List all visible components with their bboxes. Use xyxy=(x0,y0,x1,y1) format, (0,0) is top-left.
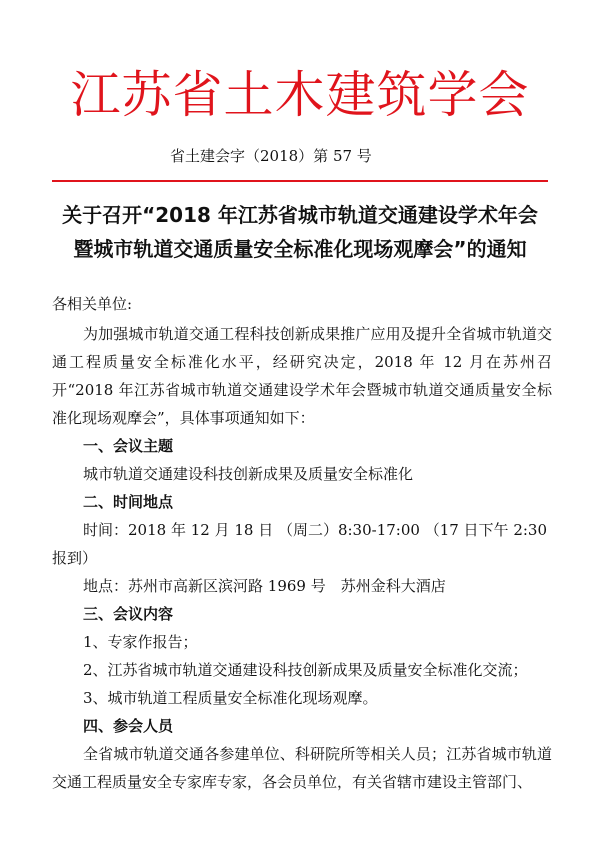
content-item-2: 2、江苏省城市轨道交通建设科技创新成果及质量安全标准化交流； xyxy=(83,661,528,679)
intro-paragraph: 为加强城市轨道交通工程科技创新成果推广应用及提升全省城市轨道交通工程质量安全标准化水平，经研究决定，2018 年 12 月在苏州召开“2018 年江苏省城市轨道交通建设学术年会暨城市轨道交通质量安全标准化现场观摩会”，具体事项通知如下： xyxy=(52,325,552,427)
time-text: 时间：2018 年 12 月 18 日 （周二）8:30-17:00 （17 日下午 2:30 报到） xyxy=(52,521,548,567)
place-text: 地点：苏州市高新区滨河路 1969 号 苏州金科大酒店 xyxy=(83,577,446,595)
attendees-paragraph: 全省城市轨道交通各参建单位、科研院所等相关人员；江苏省城市轨道交通工程质量安全专家库专家，各会员单位，有关省辖市建设主管部门、 xyxy=(52,745,552,791)
notice-body xyxy=(52,290,552,796)
document-number: 省土建会字（2018）第 57 号 xyxy=(170,147,372,165)
masthead: 江苏省土木建筑学会 xyxy=(70,66,530,124)
content-item-3: 3、城市轨道工程质量安全标准化现场观摩。 xyxy=(83,689,378,707)
content-item-1: 1、专家作报告； xyxy=(83,633,198,651)
recipient-line: 各相关单位: xyxy=(52,295,133,313)
title-line-2: 暨城市轨道交通质量安全标准化现场观摩会”的通知 xyxy=(73,237,527,261)
section-heading-attendees: 四、参会人员 xyxy=(83,717,174,735)
section-heading-content: 三、会议内容 xyxy=(83,605,174,623)
notice-title xyxy=(40,198,560,266)
section-heading-theme: 一、会议主题 xyxy=(83,437,174,455)
title-line-1: 关于召开“2018 年江苏省城市轨道交通建设学术年会 xyxy=(62,203,538,227)
theme-text: 城市轨道交通建设科技创新成果及质量安全标准化 xyxy=(83,465,414,483)
section-heading-time-place: 二、时间地点 xyxy=(83,493,174,511)
red-header-rule xyxy=(52,180,548,182)
